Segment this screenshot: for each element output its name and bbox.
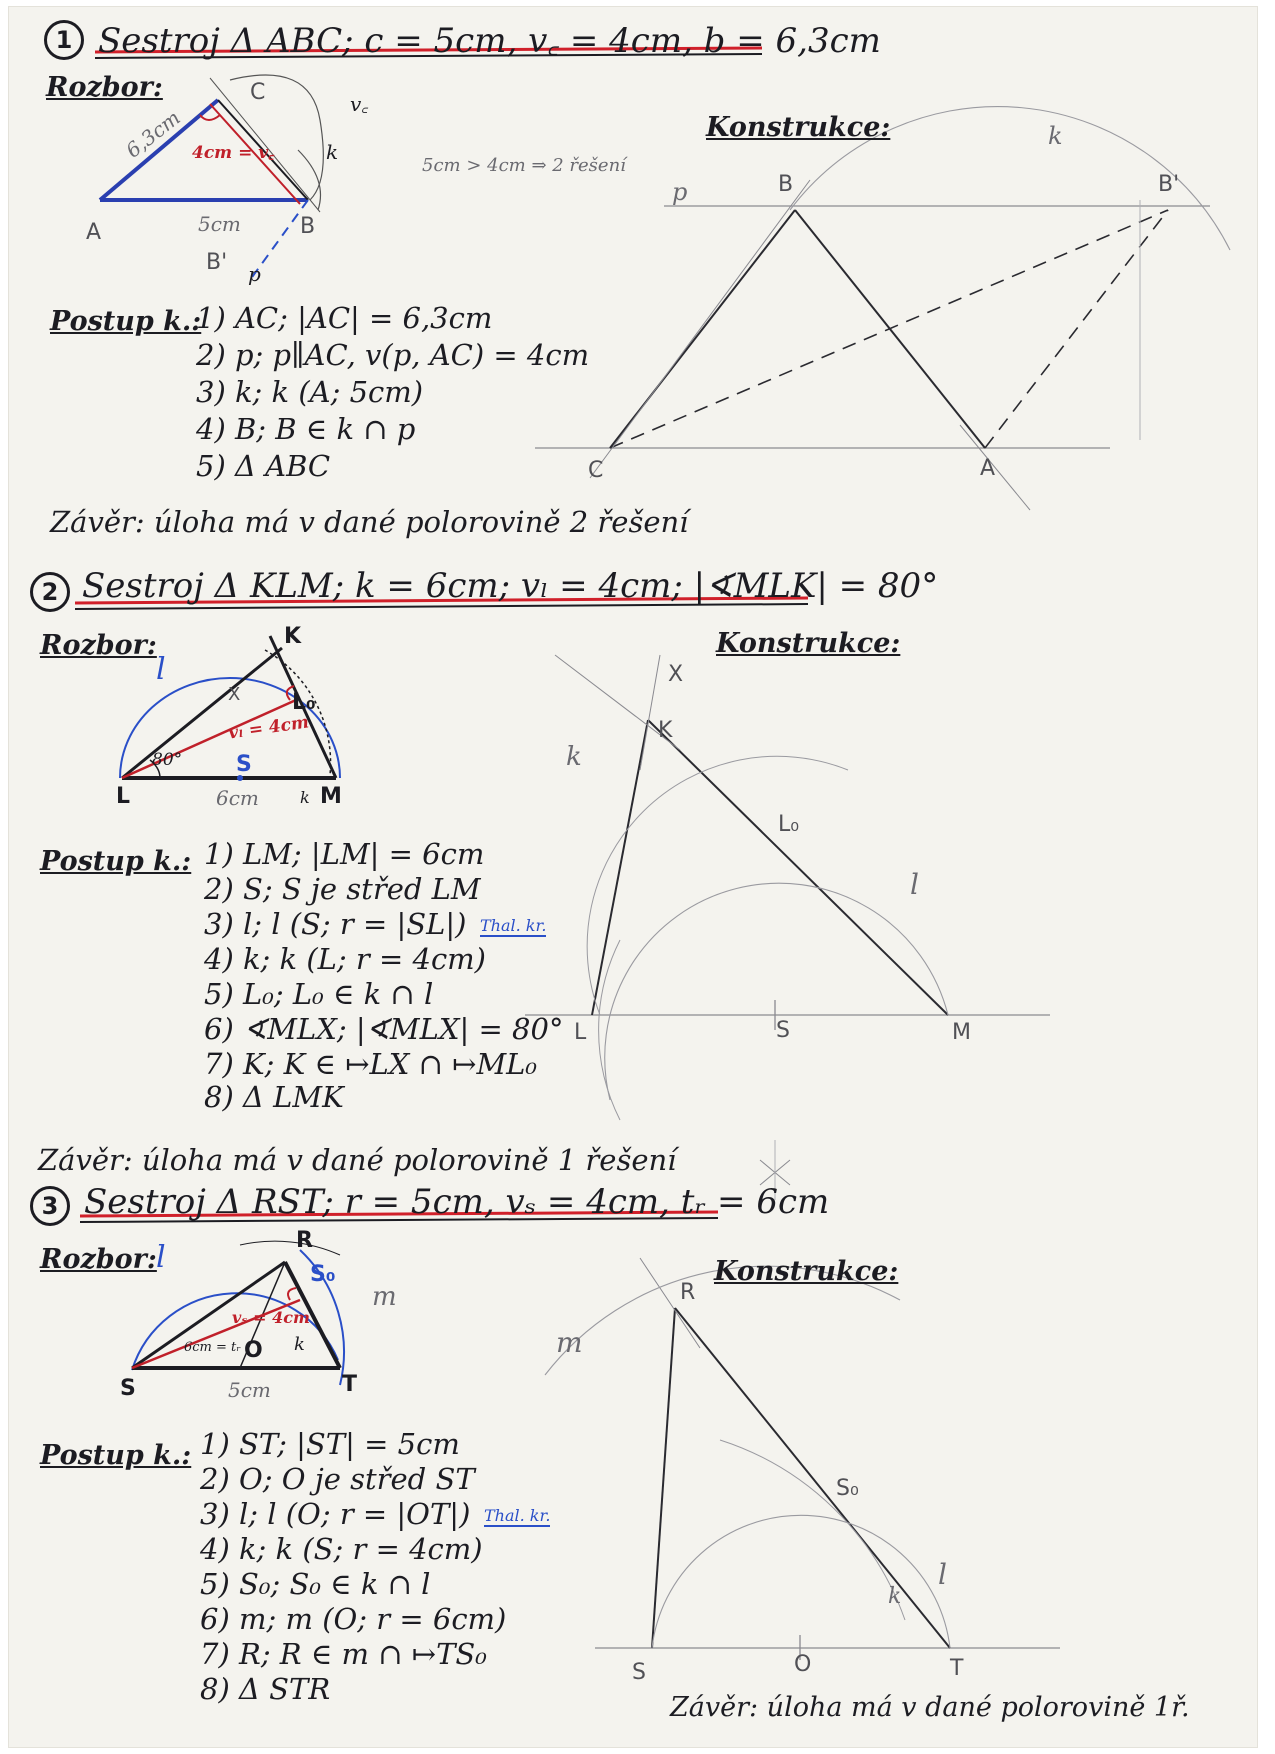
problem-title-3: Sestroj Δ RST; r = 5cm, vₛ = 4cm, tᵣ = 6cm — [84, 1182, 830, 1222]
postup-label-1: Postup k.: — [50, 306, 202, 337]
postup-label-2: Postup k.: — [40, 846, 192, 877]
step-1-2: 2) p; p∥AC, v(p, AC) = 4cm — [196, 338, 590, 372]
c3-label-S: S — [632, 1660, 646, 1685]
step-2-6: 6) ∢MLX; |∢MLX| = 80° — [204, 1012, 564, 1046]
konstrukce-label-2: Konstrukce: — [716, 628, 901, 659]
sketch1-label-C: C — [250, 80, 266, 105]
sketch3-label-O: O — [244, 1338, 263, 1363]
c3-label-R: R — [680, 1280, 696, 1305]
step-1-3: 3) k; k (A; 5cm) — [196, 375, 424, 409]
step-3-2: 2) O; O je střed ST — [200, 1462, 475, 1496]
c1-label-B-prime: B' — [1158, 172, 1180, 197]
sketch2-label-S: S — [236, 752, 252, 777]
thal-note-2: Thal. kr. — [480, 916, 547, 935]
side-note-1: 5cm > 4cm ⇒ 2 řešení — [422, 155, 626, 176]
konstrukce-label-3: Konstrukce: — [714, 1256, 899, 1287]
sketch2-label-L: L — [116, 784, 131, 809]
construction-1 — [535, 107, 1230, 510]
c2-label-L0: L₀ — [778, 812, 800, 837]
c1-label-C: C — [588, 458, 604, 483]
c2-label-K: K — [658, 718, 673, 743]
thal-note-3: Thal. kr. — [484, 1506, 551, 1525]
sketch2-label-L0: L₀ — [292, 690, 316, 715]
step-3-4: 4) k; k (S; r = 4cm) — [200, 1532, 483, 1566]
step-2-2: 2) S; S je střed LM — [204, 872, 481, 906]
step-2-7: 7) K; K ∈ ↦LX ∩ ↦ML₀ — [204, 1047, 538, 1081]
c2-label-l: l — [910, 868, 919, 901]
sketch3-vs: vₛ = 4cm — [232, 1308, 310, 1327]
sketch2-label-K: K — [284, 624, 302, 649]
c2-label-X: X — [668, 662, 684, 687]
problem-title-2: Sestroj Δ KLM; k = 6cm; vₗ = 4cm; |∢MLK| = 80° — [82, 566, 939, 606]
sketch2-label-l: l — [156, 652, 166, 687]
step-2-3: 3) l; l (S; r = |SL|) — [204, 907, 467, 941]
sketch1-side-c: 5cm — [198, 212, 241, 236]
sketch1-label-B-prime: B' — [206, 250, 228, 275]
c3-label-l: l — [938, 1558, 947, 1591]
sketch2-angle: 80° — [152, 750, 183, 770]
zaver-1: Závěr: úloha má v dané polorovině 2 řešení — [50, 505, 689, 539]
step-2-4: 4) k; k (L; r = 4cm) — [204, 942, 486, 976]
c2-label-L: L — [574, 1020, 587, 1045]
sketch2-label-k: k — [300, 788, 310, 807]
step-2-8: 8) Δ LMK — [204, 1080, 344, 1114]
c3-label-m: m — [556, 1326, 583, 1359]
c1-label-p: p — [672, 178, 688, 206]
rozbor-label-2: Rozbor: — [40, 630, 157, 661]
c2-label-S: S — [776, 1018, 790, 1043]
c1-label-A: A — [980, 456, 996, 481]
konstrukce-label-1: Konstrukce: — [706, 112, 891, 143]
sketch3-label-S: S — [120, 1376, 136, 1401]
zaver-3: Závěr: úloha má v dané polorovině 1ř. — [670, 1692, 1190, 1723]
sketch3-tr: 6cm = tᵣ — [184, 1340, 241, 1355]
sketch2-label-X: X — [228, 684, 241, 705]
zaver-2: Závěr: úloha má v dané polorovině 1 řešení — [38, 1143, 677, 1177]
sketch1-height: 4cm = v꜀ — [192, 143, 275, 163]
sketch3-label-R: R — [296, 1228, 313, 1253]
step-3-6: 6) m; m (O; r = 6cm) — [200, 1602, 507, 1636]
construction-2 — [525, 655, 1050, 1200]
sketch2-label-M: M — [320, 784, 342, 809]
problem-number-3: 3 — [30, 1186, 70, 1226]
c3-label-k: k — [888, 1584, 902, 1609]
sketch1-side-b: 6,3cm — [121, 105, 185, 163]
sketch3-label-m: m — [372, 1282, 397, 1312]
step-3-1: 1) ST; |ST| = 5cm — [200, 1427, 460, 1461]
steps-3 — [200, 1427, 551, 1706]
step-2-5: 5) L₀; L₀ ∈ k ∩ l — [204, 977, 434, 1011]
sketch1-label-vc: v꜀ — [350, 92, 369, 116]
step-2-1: 1) LM; |LM| = 6cm — [204, 837, 485, 871]
step-3-8: 8) Δ STR — [200, 1672, 331, 1706]
sketch3-label-T: T — [342, 1372, 358, 1397]
sketch1-label-A: A — [86, 220, 102, 245]
step-3-3-row — [200, 1497, 551, 1531]
problem-number-1: 1 — [44, 20, 84, 60]
steps-2 — [204, 837, 564, 1114]
c1-label-k: k — [1048, 122, 1063, 150]
sketch1-label-p: p — [248, 262, 261, 286]
step-3-3: 3) l; l (O; r = |OT|) — [200, 1497, 471, 1531]
sketch3-base: 5cm — [228, 1378, 271, 1402]
sketch1-label-B: B — [300, 214, 316, 239]
c3-label-S0: S₀ — [836, 1476, 859, 1501]
c2-label-M: M — [952, 1020, 971, 1045]
problem-title-1: Sestroj Δ ABC; c = 5cm, v꜀ = 4cm, b = 6,3cm — [98, 21, 881, 61]
sketch2-vl: vₗ = 4cm — [227, 712, 311, 744]
step-1-5: 5) Δ ABC — [196, 449, 331, 483]
postup-label-3: Postup k.: — [40, 1440, 192, 1471]
c3-label-O: O — [794, 1652, 812, 1677]
rozbor-label-3: Rozbor: — [40, 1244, 157, 1275]
sketch1-label-k: k — [326, 140, 339, 164]
step-1-4: 4) B; B ∈ k ∩ p — [196, 412, 416, 446]
c2-label-k: k — [566, 742, 582, 772]
sketch3-label-l: l — [156, 1240, 166, 1275]
step-1-1: 1) AC; |AC| = 6,3cm — [196, 301, 493, 335]
steps-1 — [196, 301, 590, 483]
sketch3-label-S0: S₀ — [310, 1262, 336, 1287]
problem-number-2: 2 — [30, 572, 70, 612]
c1-label-B: B — [778, 172, 794, 197]
sketch3-label-k: k — [294, 1334, 305, 1355]
c3-label-T: T — [950, 1656, 964, 1681]
construction-3 — [545, 1258, 1060, 1660]
step-2-3-row — [204, 907, 563, 941]
step-3-5: 5) S₀; S₀ ∈ k ∩ l — [200, 1567, 431, 1601]
sketch2-base: 6cm — [216, 786, 259, 810]
step-3-7: 7) R; R ∈ m ∩ ↦TS₀ — [200, 1637, 487, 1671]
rozbor-label-1: Rozbor: — [46, 72, 163, 103]
